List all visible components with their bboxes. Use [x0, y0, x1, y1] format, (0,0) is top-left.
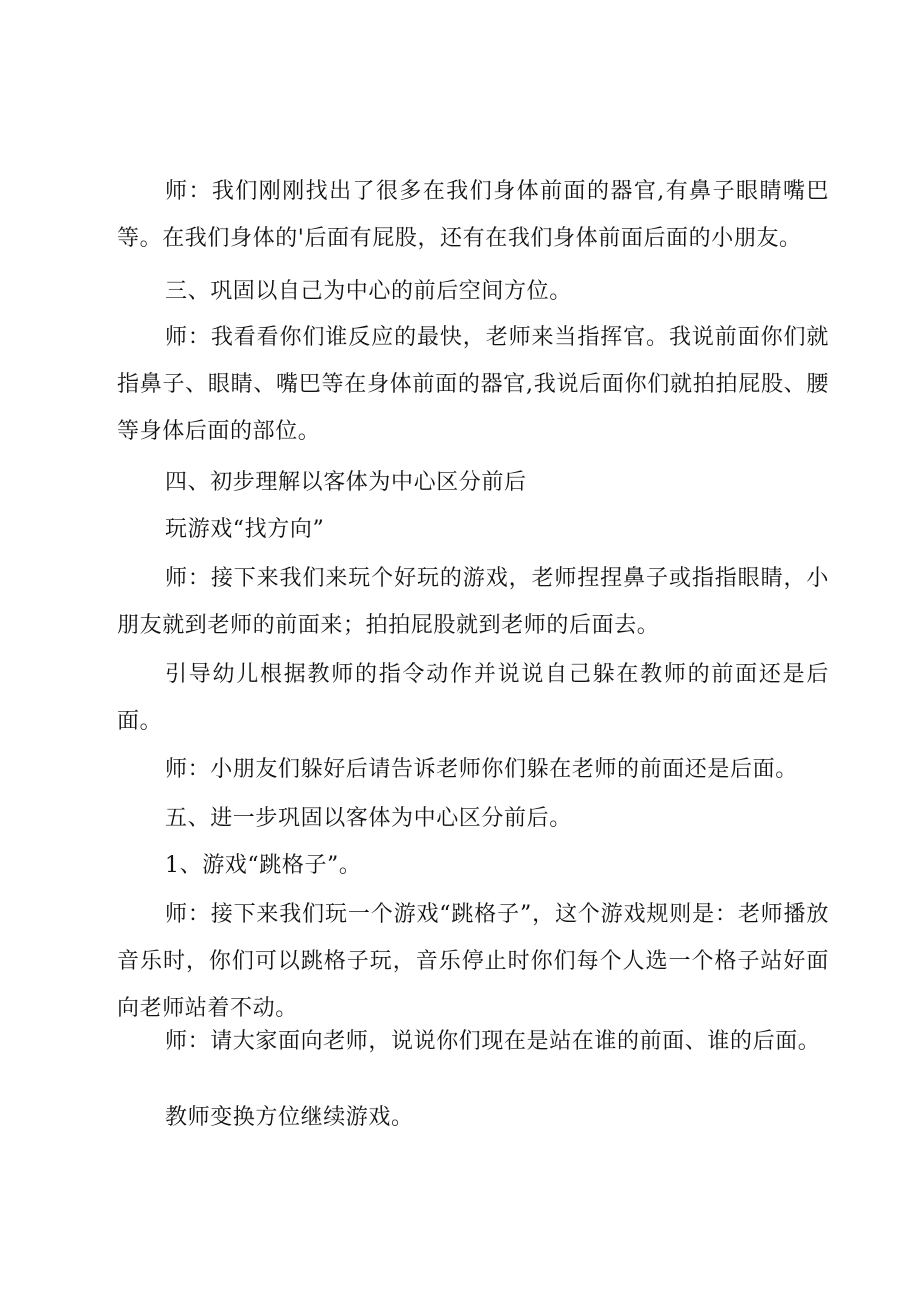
paragraph-11: 师：接下来我们玩一个游戏“跳格子”，这个游戏规则是：老师播放音乐时，你们可以跳格子玩，音乐停止时你们每个人选一个格子站好面向老师站着不动。 [117, 902, 829, 1021]
paragraph-12: 师：请大家面向老师，说说你们现在是站在谁的前面、谁的后面。 [165, 1029, 821, 1054]
paragraph-13: 教师变换方位继续游戏。 [165, 1105, 414, 1130]
paragraph-3: 师：我看看你们谁反应的最快，老师来当指挥官。我说前面你们就指鼻子、眼睛、嘴巴等在身体前面的器官,我说后面你们就拍拍屁股、腰等身体后面的部位。 [117, 325, 829, 444]
paragraph-10: 1、游戏“跳格子”。 [165, 853, 362, 878]
paragraph-5: 玩游戏“找方向” [165, 517, 325, 542]
paragraph-9: 五、进一步巩固以客体为中心区分前后。 [165, 806, 572, 831]
paragraph-7: 引导幼儿根据教师的指令动作并说说自己躲在教师的前面还是后面。 [117, 662, 829, 734]
paragraph-4: 四、初步理解以客体为中心区分前后 [165, 470, 527, 495]
paragraph-2: 三、巩固以自己为中心的前后空间方位。 [165, 279, 572, 304]
paragraph-6: 师：接下来我们来玩个好玩的游戏，老师捏捏鼻子或指指眼睛，小朋友就到老师的前面来；拍拍屁股就到老师的后面去。 [117, 566, 829, 638]
paragraph-8: 师：小朋友们躲好后请告诉老师你们躲在老师的前面还是后面。 [165, 757, 798, 782]
paragraph-1: 师：我们刚刚找出了很多在我们身体前面的器官,有鼻子眼睛嘴巴等。在我们身体的'后面有屁股，还有在我们身体前面后面的小朋友。 [117, 179, 829, 251]
